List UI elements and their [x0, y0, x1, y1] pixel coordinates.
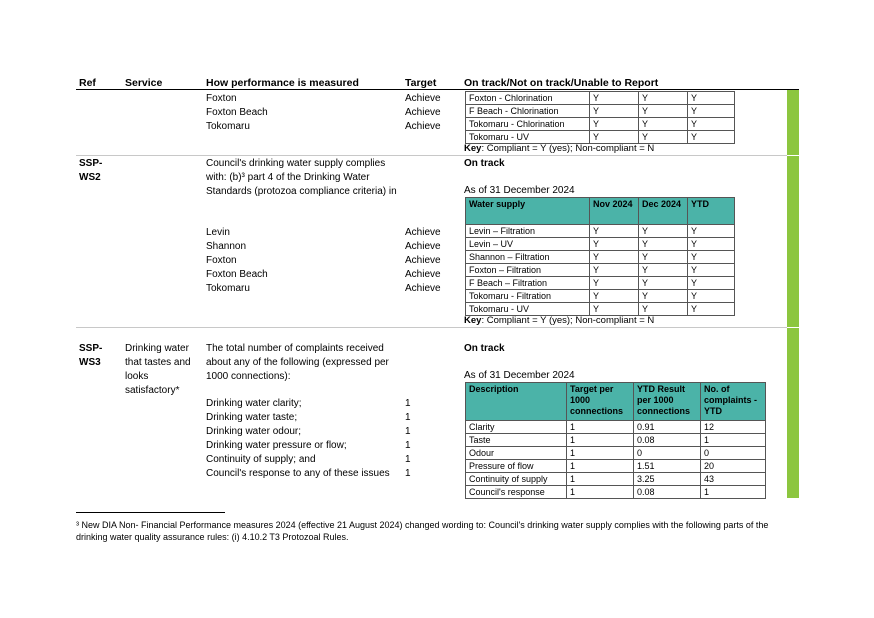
column-header-target: Target — [405, 77, 437, 89]
table-cell: Y — [639, 225, 688, 238]
table-cell: Y — [688, 105, 735, 118]
header-rule — [76, 89, 799, 90]
measure-item: Continuity of supply; and — [206, 454, 316, 465]
measure-item: Foxton Beach — [206, 107, 268, 118]
ws2-targets — [405, 226, 441, 296]
key-label: Key — [464, 143, 482, 154]
table-header-row — [466, 383, 766, 421]
table-cell: Continuity of supply — [466, 473, 567, 486]
status-bar-ws2 — [787, 156, 799, 327]
table-cell: Y — [639, 118, 688, 131]
table-row — [466, 105, 735, 118]
table-cell: 0 — [634, 447, 701, 460]
table-cell: Y — [639, 105, 688, 118]
table-cell: 1 — [567, 447, 634, 460]
table-cell: Y — [590, 131, 639, 144]
table-row — [466, 290, 735, 303]
table-row — [466, 447, 766, 460]
table-cell: Tokomaru - Chlorination — [466, 118, 590, 131]
target-item: 1 — [405, 398, 411, 409]
table-cell: Y — [639, 92, 688, 105]
table-header-cell: Water supply — [466, 198, 590, 225]
measure-item: Foxton — [206, 93, 237, 104]
table-row — [466, 238, 735, 251]
table-cell: Y — [639, 251, 688, 264]
table-cell: Shannon – Filtration — [466, 251, 590, 264]
measure-item: Council's response to any of these issues — [206, 468, 390, 479]
ws3-service: Drinking water that tastes and looks satisfactory* — [125, 343, 191, 396]
table-cell: Tokomaru - UV — [466, 131, 590, 144]
target-item: Achieve — [405, 93, 441, 104]
table-cell: Y — [688, 290, 735, 303]
target-item: Achieve — [405, 227, 441, 238]
table-cell: 1 — [567, 473, 634, 486]
table-cell: Y — [688, 277, 735, 290]
table-header-cell: Nov 2024 — [590, 198, 639, 225]
table-cell: Y — [688, 238, 735, 251]
ws2-measure-intro: Council's drinking water supply complies with: (b)³ part 4 of the Drinking Water Standards (protozoa compliance criteria) in — [206, 158, 397, 197]
table-cell: F Beach - Chlorination — [466, 105, 590, 118]
table-row — [466, 473, 766, 486]
target-item: 1 — [405, 468, 411, 479]
ref-ws3: SSP- WS3 — [79, 343, 103, 368]
ws2-compliance-table — [465, 197, 735, 316]
table-header-cell: Description — [466, 383, 567, 421]
table-row — [466, 277, 735, 290]
table-cell: F Beach – Filtration — [466, 277, 590, 290]
target-item: 1 — [405, 412, 411, 423]
table-row — [466, 131, 735, 144]
table-cell: 1.51 — [634, 460, 701, 473]
table-row — [466, 486, 766, 499]
block1-key — [464, 143, 654, 154]
table-cell: 20 — [701, 460, 766, 473]
table-cell: Y — [590, 264, 639, 277]
measure-item: Drinking water odour; — [206, 426, 302, 437]
table-cell: Y — [688, 225, 735, 238]
table-row — [466, 118, 735, 131]
table-cell: Y — [590, 92, 639, 105]
table-cell: Y — [639, 238, 688, 251]
table-cell: Y — [639, 290, 688, 303]
table-cell: Y — [688, 92, 735, 105]
measure-item: Drinking water clarity; — [206, 398, 302, 409]
table-cell: Foxton - Chlorination — [466, 92, 590, 105]
target-item: Achieve — [405, 241, 441, 252]
table-cell: 0.08 — [634, 434, 701, 447]
table-cell: 0.08 — [634, 486, 701, 499]
target-item: Achieve — [405, 107, 441, 118]
measure-item: Foxton — [206, 255, 237, 266]
ref-ws2: SSP- WS2 — [79, 158, 103, 183]
table-row — [466, 434, 766, 447]
table-cell: Y — [590, 105, 639, 118]
table-cell: Taste — [466, 434, 567, 447]
table-cell: Foxton – Filtration — [466, 264, 590, 277]
table-cell: Odour — [466, 447, 567, 460]
table-row — [466, 421, 766, 434]
table-row — [466, 264, 735, 277]
ws3-status: On track — [464, 343, 505, 354]
ws3-as-of: As of 31 December 2024 — [464, 370, 575, 381]
table-cell: 1 — [701, 486, 766, 499]
table-cell: Y — [639, 264, 688, 277]
target-item: Achieve — [405, 283, 441, 294]
column-header-ref: Ref — [79, 77, 96, 89]
measure-item: Shannon — [206, 241, 247, 252]
table-cell: 1 — [567, 460, 634, 473]
measure-item: Levin — [206, 227, 230, 238]
table-cell: Council's response — [466, 486, 567, 499]
status-bar-block1 — [787, 90, 799, 155]
block1-measures — [206, 92, 268, 134]
row-divider — [76, 327, 787, 328]
ws2-as-of: As of 31 December 2024 — [464, 185, 575, 196]
table-row — [466, 92, 735, 105]
measure-item: Foxton Beach — [206, 269, 268, 280]
table-cell: Pressure of flow — [466, 460, 567, 473]
table-cell: 3.25 — [634, 473, 701, 486]
target-item: 1 — [405, 454, 411, 465]
ws2-status: On track — [464, 158, 505, 169]
table-cell: 1 — [701, 434, 766, 447]
status-bar-ws3 — [787, 328, 799, 498]
ws3-targets — [405, 397, 411, 481]
target-item: Achieve — [405, 255, 441, 266]
key-label: Key — [464, 315, 482, 326]
table-cell: Y — [590, 238, 639, 251]
table-cell: Y — [688, 264, 735, 277]
table-cell: Y — [688, 131, 735, 144]
measure-item: Tokomaru — [206, 121, 250, 132]
measure-item: Drinking water pressure or flow; — [206, 440, 347, 451]
table-header-cell: No. of complaints - YTD — [701, 383, 766, 421]
table-row — [466, 303, 735, 316]
block1-compliance-table — [465, 91, 735, 144]
key-text: : Compliant = Y (yes); Non-compliant = N — [481, 143, 655, 154]
ws2-key — [464, 315, 654, 326]
target-item: 1 — [405, 440, 411, 451]
measure-item: Tokomaru — [206, 283, 250, 294]
table-header-cell: Dec 2024 — [639, 198, 688, 225]
table-cell: Y — [688, 251, 735, 264]
table-row — [466, 460, 766, 473]
table-cell: Y — [590, 303, 639, 316]
table-cell: Y — [590, 290, 639, 303]
block1-targets — [405, 92, 441, 134]
column-header-status: On track/Not on track/Unable to Report — [464, 77, 659, 89]
table-cell: Y — [639, 131, 688, 144]
table-cell: 1 — [567, 486, 634, 499]
table-row — [466, 251, 735, 264]
ws3-complaints-table — [465, 382, 766, 499]
column-header-measure: How performance is measured — [206, 77, 359, 89]
table-cell: 43 — [701, 473, 766, 486]
row-divider — [76, 155, 787, 156]
table-cell: 0 — [701, 447, 766, 460]
table-cell: Y — [590, 277, 639, 290]
table-cell: Y — [639, 303, 688, 316]
table-cell: Clarity — [466, 421, 567, 434]
table-cell: Y — [639, 277, 688, 290]
table-header-cell: YTD — [688, 198, 735, 225]
table-cell: Tokomaru - Filtration — [466, 290, 590, 303]
table-cell: Y — [590, 118, 639, 131]
table-cell: 1 — [567, 434, 634, 447]
table-header-cell: YTD Result per 1000 connections — [634, 383, 701, 421]
table-cell: Levin – UV — [466, 238, 590, 251]
target-item: Achieve — [405, 121, 441, 132]
column-header-service: Service — [125, 77, 163, 89]
ws3-measure-intro: The total number of complaints received about any of the following (expressed per 1000 connections): — [206, 343, 389, 382]
table-cell: Y — [590, 251, 639, 264]
table-row — [466, 225, 735, 238]
key-text: : Compliant = Y (yes); Non-compliant = N — [481, 315, 655, 326]
table-cell: 0.91 — [634, 421, 701, 434]
table-cell: Y — [688, 303, 735, 316]
target-item: 1 — [405, 426, 411, 437]
table-header-cell: Target per 1000 connections — [567, 383, 634, 421]
table-cell: Levin – Filtration — [466, 225, 590, 238]
footnote: ³ New DIA Non- Financial Performance measures 2024 (effective 21 August 2024) changed wording to: Council's drinking water supply complies with the following parts of the drinking water quality assurance rules: (i) 4.10.2 T3 Protozoal Rules. — [76, 520, 769, 542]
ws2-measures — [206, 226, 268, 296]
ws3-measures — [206, 397, 390, 481]
table-cell: Tokomaru - UV — [466, 303, 590, 316]
table-cell: 12 — [701, 421, 766, 434]
table-cell: 1 — [567, 421, 634, 434]
target-item: Achieve — [405, 269, 441, 280]
table-cell: Y — [590, 225, 639, 238]
footnote-separator — [76, 512, 225, 513]
table-cell: Y — [688, 118, 735, 131]
measure-item: Drinking water taste; — [206, 412, 298, 423]
table-header-row — [466, 198, 735, 225]
